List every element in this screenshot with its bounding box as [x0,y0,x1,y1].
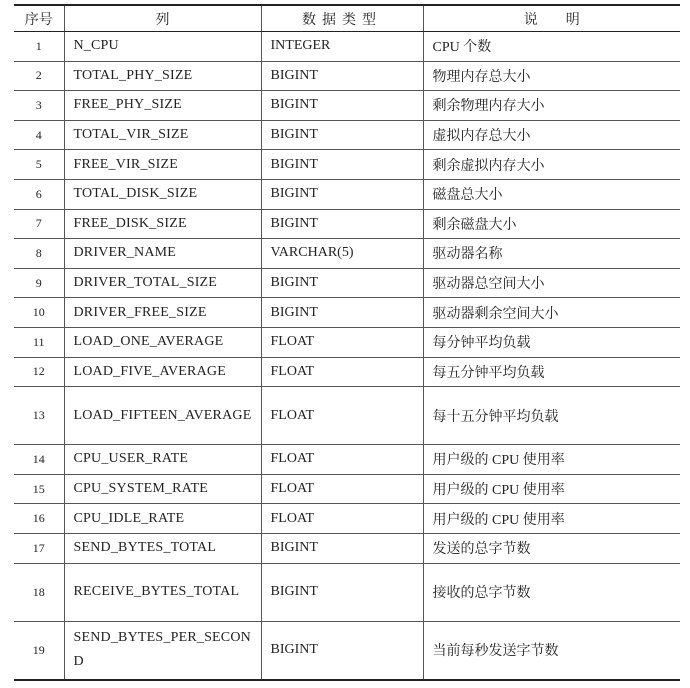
row-data-type: BIGINT [261,533,423,563]
row-column-name: TOTAL_DISK_SIZE [64,179,261,209]
table-row [14,150,680,180]
row-description: 驱动器剩余空间大小 [423,298,680,328]
row-description: 磁盘总大小 [423,179,680,209]
header-column: 列 [64,5,261,32]
table-body [14,32,680,680]
row-description: 驱动器名称 [423,239,680,269]
row-description: 每五分钟平均负载 [423,357,680,387]
row-column-name: DRIVER_TOTAL_SIZE [64,268,261,298]
table-container [14,4,680,681]
row-column-name: DRIVER_FREE_SIZE [64,298,261,328]
row-description: 剩余磁盘大小 [423,209,680,239]
row-data-type: INTEGER [261,32,423,62]
row-data-type: FLOAT [261,357,423,387]
row-description: 虚拟内存总大小 [423,120,680,150]
row-column-name: FREE_VIR_SIZE [64,150,261,180]
table-row [14,563,680,621]
row-column-name [64,621,261,680]
table-row [14,387,680,445]
table-row [14,621,680,680]
row-data-type: BIGINT [261,621,423,680]
row-column-name: FREE_PHY_SIZE [64,91,261,121]
table-row [14,268,680,298]
row-column-name: N_CPU [64,32,261,62]
table-row [14,91,680,121]
row-column-name: CPU_IDLE_RATE [64,504,261,534]
row-data-type: BIGINT [261,179,423,209]
row-data-type: BIGINT [261,563,423,621]
row-description: 剩余物理内存大小 [423,91,680,121]
row-column-name: TOTAL_PHY_SIZE [64,61,261,91]
row-description: 当前每秒发送字节数 [423,621,680,680]
row-data-type: FLOAT [261,474,423,504]
row-index: 2 [14,61,64,91]
row-column-name: DRIVER_NAME [64,239,261,269]
row-description: 接收的总字节数 [423,563,680,621]
system-stats-table [14,4,680,681]
row-description: 每分钟平均负载 [423,327,680,357]
row-index: 14 [14,445,64,475]
table-row [14,120,680,150]
table-row [14,357,680,387]
row-data-type: BIGINT [261,91,423,121]
row-index: 5 [14,150,64,180]
row-index: 8 [14,239,64,269]
row-description: 每十五分钟平均负载 [423,387,680,445]
row-index: 1 [14,32,64,62]
row-description: 物理内存总大小 [423,61,680,91]
row-index: 10 [14,298,64,328]
row-data-type: FLOAT [261,504,423,534]
table-row [14,32,680,62]
row-column-name [64,563,261,621]
row-column-name: FREE_DISK_SIZE [64,209,261,239]
row-index: 11 [14,327,64,357]
table-row [14,474,680,504]
row-index: 4 [14,120,64,150]
row-index: 15 [14,474,64,504]
row-description: 驱动器总空间大小 [423,268,680,298]
row-column-name: SEND_BYTES_TOTAL [64,533,261,563]
row-data-type: BIGINT [261,61,423,91]
row-data-type: VARCHAR(5) [261,239,423,269]
row-data-type: FLOAT [261,327,423,357]
row-index: 19 [14,621,64,680]
row-column-name-text: RECEIVE_BYTES_TOTAL [73,584,240,599]
row-column-name-text: LOAD_FIFTEEN_AVERAGE [73,407,252,423]
row-column-name-text: SEND_BYTES_PER_SECOND [73,630,251,669]
row-index: 12 [14,357,64,387]
row-column-name: LOAD_ONE_AVERAGE [64,327,261,357]
table-row [14,327,680,357]
row-index: 7 [14,209,64,239]
row-index: 16 [14,504,64,534]
row-description: 发送的总字节数 [423,533,680,563]
table-row [14,298,680,328]
row-index: 3 [14,91,64,121]
header-data-type: 数据类型 [261,5,423,32]
table-row [14,504,680,534]
table-row [14,209,680,239]
row-data-type: BIGINT [261,298,423,328]
row-column-name: CPU_USER_RATE [64,445,261,475]
row-data-type: FLOAT [261,387,423,445]
header-description: 说 明 [423,5,680,32]
table-row [14,533,680,563]
row-index: 13 [14,387,64,445]
row-description: 用户级的 CPU 使用率 [423,445,680,475]
row-column-name: CPU_SYSTEM_RATE [64,474,261,504]
row-column-name [64,387,261,445]
row-data-type: BIGINT [261,150,423,180]
row-description: 用户级的 CPU 使用率 [423,504,680,534]
row-index: 6 [14,179,64,209]
row-data-type: BIGINT [261,120,423,150]
row-index: 18 [14,563,64,621]
row-column-name: TOTAL_VIR_SIZE [64,120,261,150]
table-row [14,61,680,91]
row-data-type: FLOAT [261,445,423,475]
row-index: 9 [14,268,64,298]
row-description: CPU 个数 [423,32,680,62]
table-row [14,445,680,475]
row-index: 17 [14,533,64,563]
header-index: 序号 [14,5,64,32]
row-description: 用户级的 CPU 使用率 [423,474,680,504]
table-header-row [14,5,680,32]
row-description: 剩余虚拟内存大小 [423,150,680,180]
row-data-type: BIGINT [261,268,423,298]
table-row [14,239,680,269]
row-data-type: BIGINT [261,209,423,239]
table-row [14,179,680,209]
row-column-name: LOAD_FIVE_AVERAGE [64,357,261,387]
